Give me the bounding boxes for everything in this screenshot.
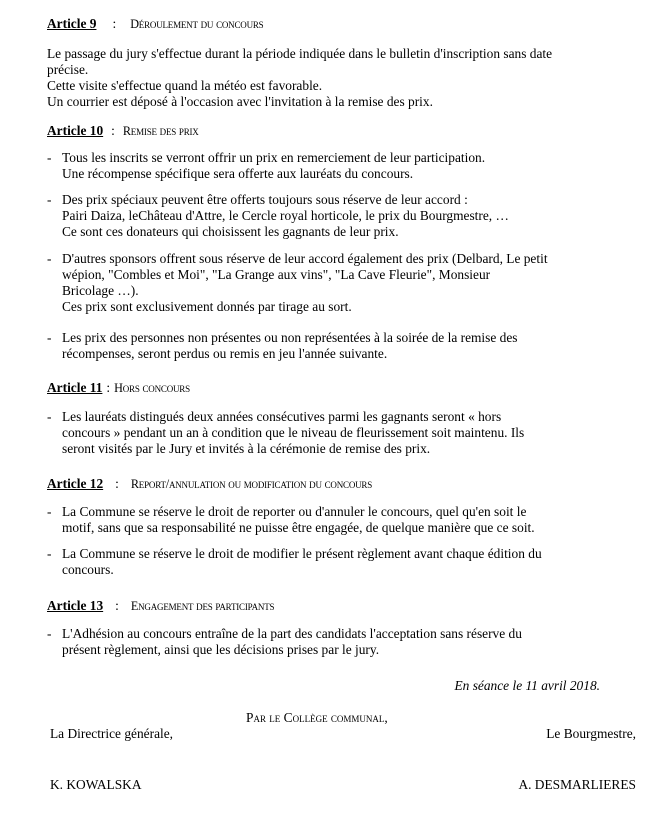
list-item-line: D'autres sponsors offrent sous réserve de leur accord également des prix (Delbard, Le petit	[62, 251, 548, 266]
article-label: Article 10	[47, 123, 104, 138]
list-item	[47, 409, 602, 457]
list-item-line: Ces prix sont exclusivement donnés par tirage au sort.	[62, 299, 352, 314]
list-item-line: Pairi Daiza, leChâteau d'Attre, le Cercle royal horticole, le prix du Bourgmestre, …	[62, 208, 509, 223]
list-item-line: concours.	[62, 562, 114, 577]
list-item	[47, 192, 602, 240]
article-title: Remise des prix	[122, 124, 199, 138]
left-signatory-name: K. KOWALSKA	[50, 777, 142, 792]
list-item-line: Bricolage …).	[62, 283, 139, 298]
article-9-heading	[47, 16, 264, 32]
list-item	[47, 251, 602, 315]
paragraph-line: Un courrier est déposé à l'occasion avec l'invitation à la remise des prix.	[47, 94, 433, 109]
bullet-dash: -	[47, 150, 52, 165]
list-item-line: wépion, "Combles et Moi", "La Grange aux vins", "La Cave Fleurie", Monsieur	[62, 267, 491, 282]
left-signatory-title: La Directrice générale,	[50, 726, 174, 741]
article-9-paragraph	[47, 46, 615, 110]
list-item-line: présent règlement, ainsi que les décisions prises par le jury.	[62, 642, 380, 657]
list-item-line: seront visités par le Jury et invités à la cérémonie de remise des prix.	[62, 441, 431, 456]
article-separator: :	[112, 16, 117, 31]
right-signatory-title: Le Bourgmestre,	[546, 726, 636, 741]
bullet-dash: -	[47, 251, 52, 266]
list-item	[47, 330, 602, 362]
session-date: En séance le 11 avril 2018.	[454, 678, 600, 693]
list-item	[47, 504, 602, 536]
bullet-dash: -	[47, 409, 52, 424]
bullet-dash: -	[47, 330, 52, 345]
list-item	[47, 546, 602, 578]
article-label: Article 13	[47, 598, 104, 613]
article-label: Article 11	[47, 380, 103, 395]
article-title: Déroulement du concours	[130, 17, 264, 31]
list-item	[47, 626, 602, 658]
list-item-line: La Commune se réserve le droit de modifier le présent règlement avant chaque édition du	[62, 546, 542, 561]
bullet-dash: -	[47, 626, 52, 641]
list-item-line: Les lauréats distingués deux années consécutives parmi les gagnants seront « hors	[62, 409, 502, 424]
article-title: Report/annulation ou modification du concours	[130, 477, 373, 491]
list-item-line: récompenses, seront perdus ou remis en jeu l'année suivante.	[62, 346, 388, 361]
list-item-line: Des prix spéciaux peuvent être offerts toujours sous réserve de leur accord :	[62, 192, 468, 207]
article-label: Article 9	[47, 16, 97, 31]
paragraph-line: précise.	[47, 62, 89, 77]
article-separator: :	[106, 380, 111, 395]
article-10-heading	[47, 123, 199, 139]
paragraph-line: Le passage du jury s'effectue durant la période indiquée dans le bulletin d'inscription sans date	[47, 46, 553, 61]
list-item-line: Les prix des personnes non présentes ou non représentées à la soirée de la remise des	[62, 330, 518, 345]
article-11-heading	[47, 380, 190, 396]
bullet-dash: -	[47, 546, 52, 561]
list-item	[47, 150, 602, 182]
paragraph-line: Cette visite s'effectue quand la météo est favorable.	[47, 78, 323, 93]
bullet-dash: -	[47, 192, 52, 207]
article-separator: :	[115, 598, 119, 613]
article-13-heading	[47, 598, 274, 614]
list-item-line: La Commune se réserve le droit de reporter ou d'annuler le concours, quel qu'en soit le	[62, 504, 527, 519]
article-title: Engagement des participants	[130, 599, 275, 613]
article-title: Hors concours	[114, 381, 190, 395]
article-separator: :	[115, 476, 119, 491]
list-item-line: motif, sans que sa responsabilité ne puisse être engagée, de quelque manière que ce soit.	[62, 520, 535, 535]
article-label: Article 12	[47, 476, 104, 491]
article-12-heading	[47, 476, 372, 492]
list-item-line: Ce sont ces donateurs qui choisissent les gagnants de leur prix.	[62, 224, 399, 239]
article-separator: :	[111, 123, 115, 138]
list-item-line: concours » pendant un an à condition que le niveau de fleurissement soit maintenu. Ils	[62, 425, 525, 440]
college-line: Par le Collège communal,	[246, 710, 388, 725]
list-item-line: L'Adhésion au concours entraîne de la part des candidats l'acceptation sans réserve du	[62, 626, 522, 641]
bullet-dash: -	[47, 504, 52, 519]
list-item-line: Une récompense spécifique sera offerte aux lauréats du concours.	[62, 166, 414, 181]
list-item-line: Tous les inscrits se verront offrir un prix en remerciement de leur participation.	[62, 150, 486, 165]
right-signatory-name: A. DESMARLIERES	[518, 777, 636, 792]
